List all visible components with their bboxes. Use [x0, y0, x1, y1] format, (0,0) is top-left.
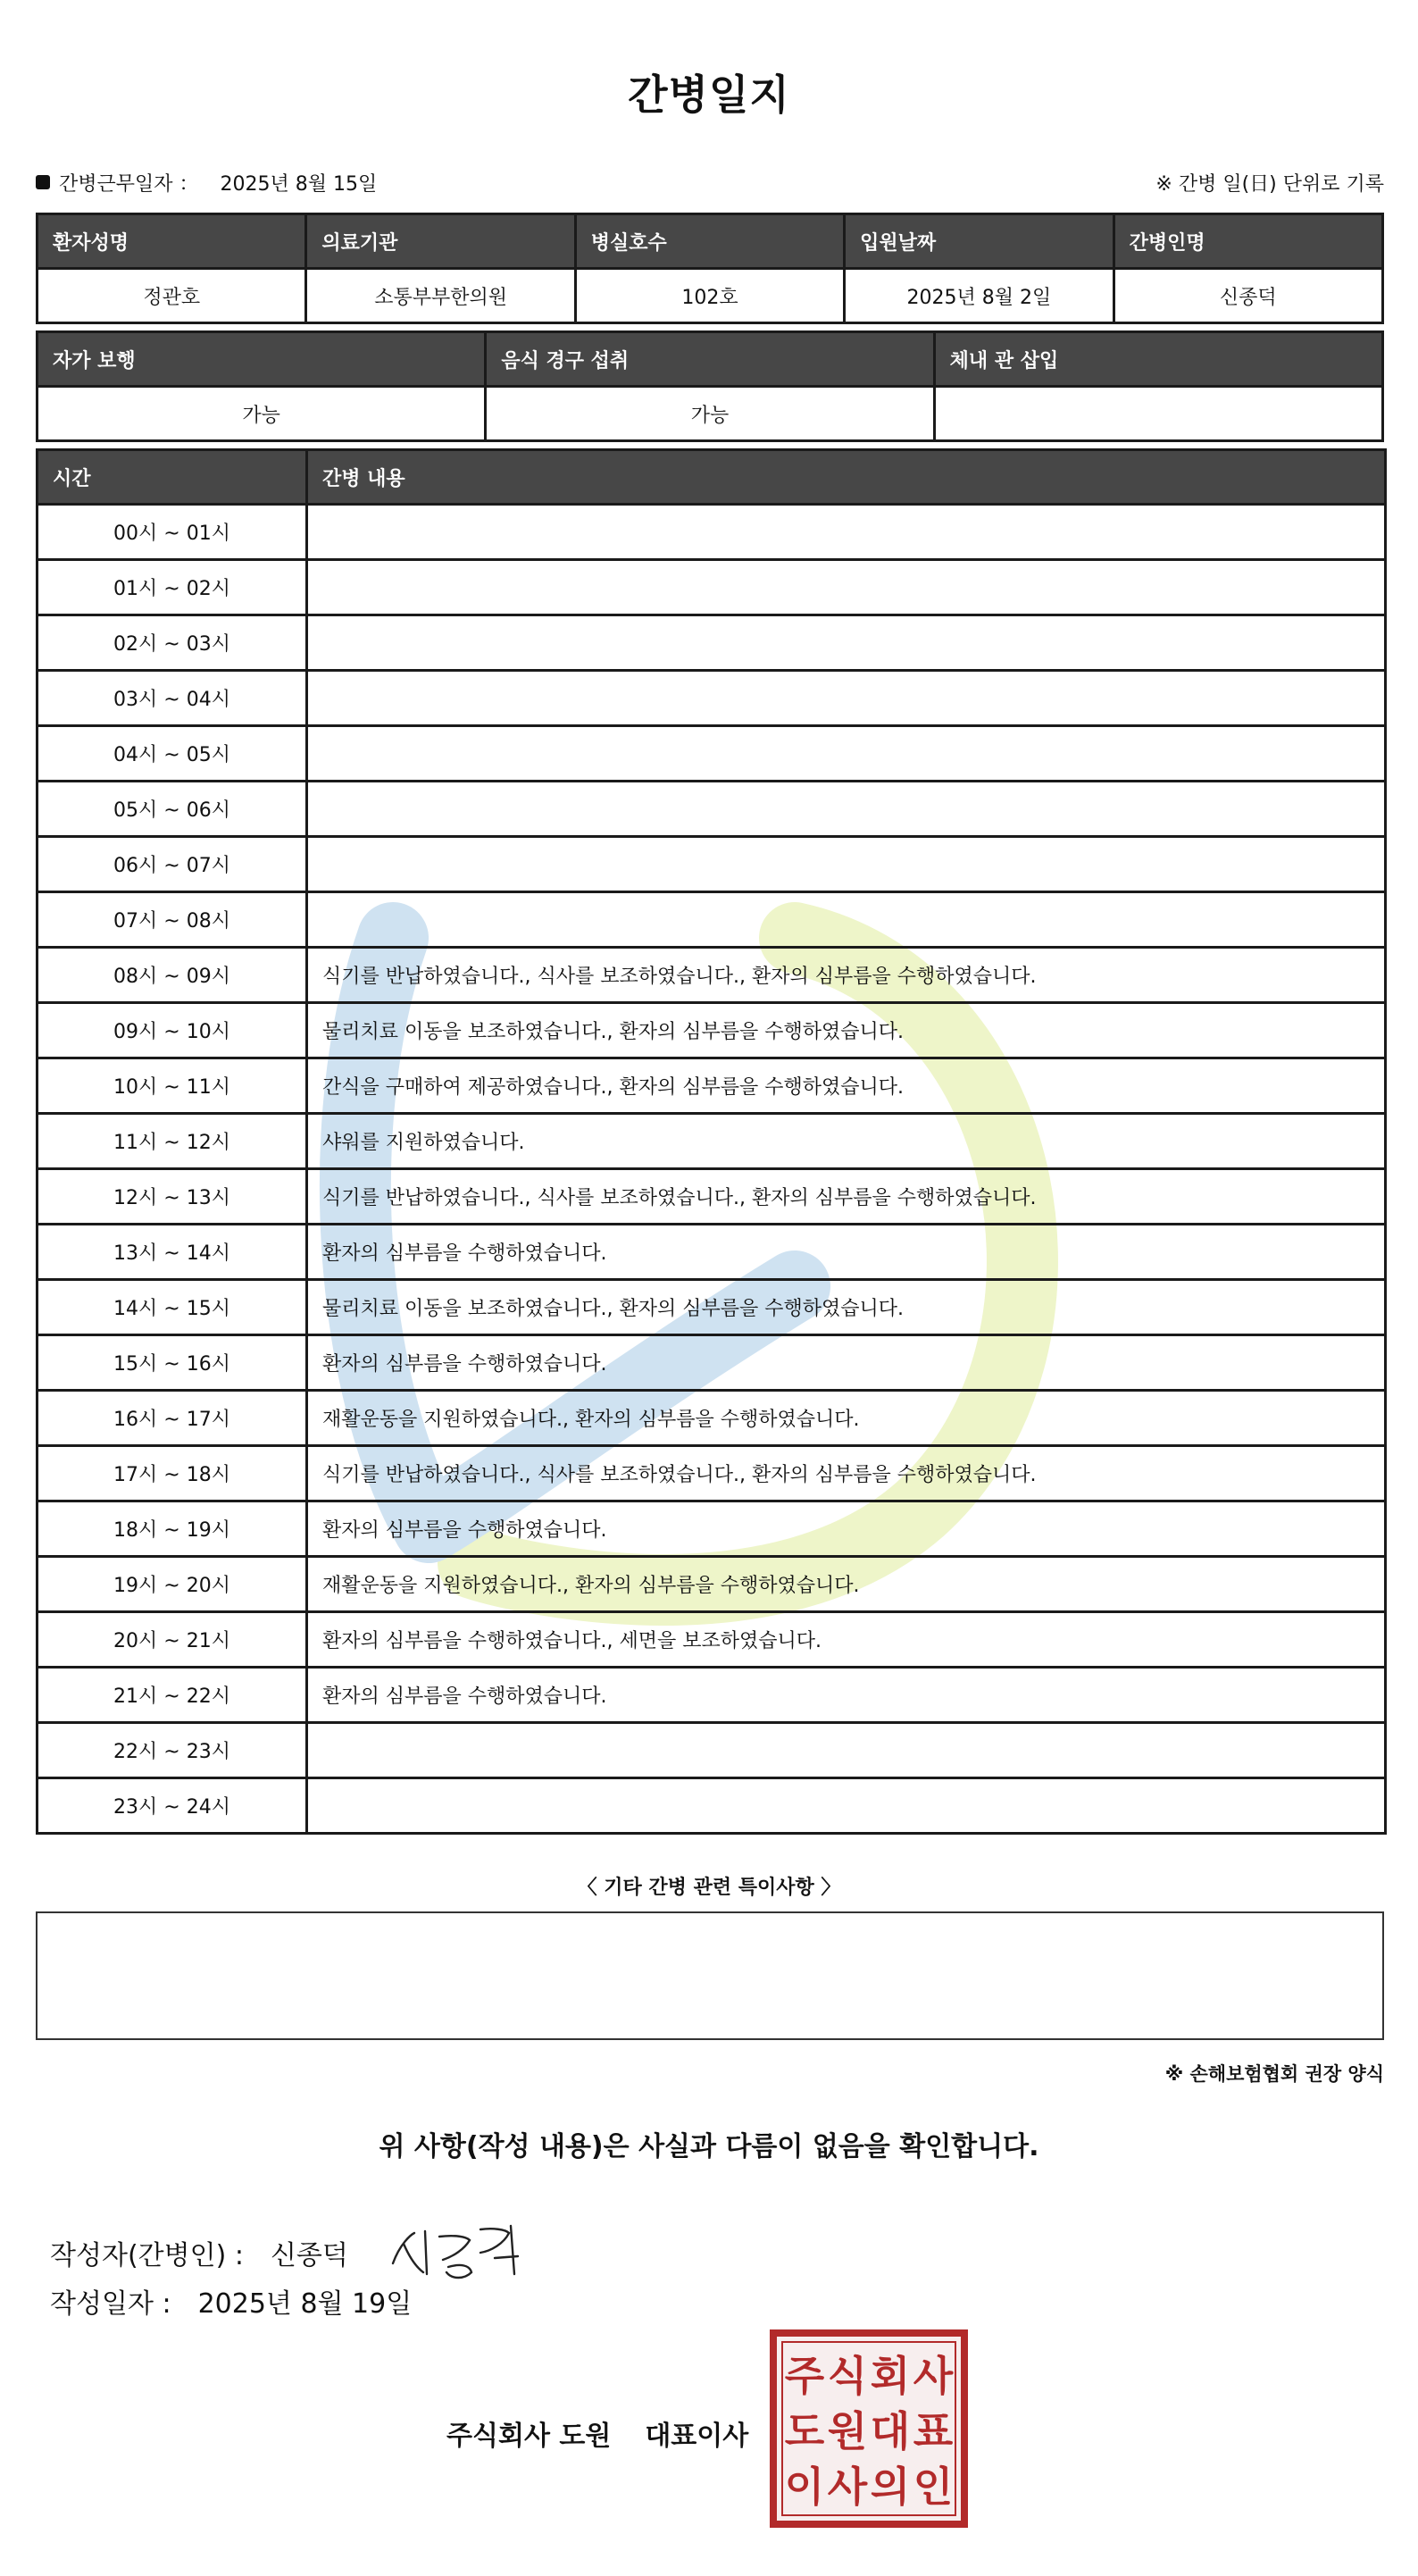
caregiver-name: 신종덕	[1114, 269, 1382, 323]
table-row	[38, 269, 1383, 323]
author-name: 신종덕	[270, 2240, 348, 2271]
seal-glyph: 표	[913, 2407, 954, 2455]
header-patient-name: 환자성명	[38, 214, 306, 269]
table-row	[38, 1058, 1386, 1114]
table-row	[38, 1501, 1386, 1557]
seal-glyph: 사	[913, 2352, 954, 2400]
care-content-cell	[307, 782, 1386, 837]
header-hospital: 의료기관	[306, 214, 575, 269]
care-content-cell	[307, 892, 1386, 948]
table-row	[38, 615, 1386, 671]
time-slot-cell: 21시 ~ 22시	[38, 1668, 307, 1723]
table-row	[38, 948, 1386, 1003]
time-slot-cell: 09시 ~ 10시	[38, 1003, 307, 1058]
table-row	[38, 837, 1386, 892]
confirmation-statement: 위 사항(작성 내용)은 사실과 다름이 없음을 확인합니다.	[379, 2131, 1039, 2162]
seal-glyph: 의	[870, 2463, 911, 2511]
room-number: 102호	[575, 269, 844, 323]
log-body	[38, 505, 1386, 1834]
time-slot-cell: 22시 ~ 23시	[38, 1723, 307, 1778]
table-row	[38, 387, 1383, 441]
table-row	[38, 726, 1386, 782]
care-content-cell: 식기를 반납하였습니다., 식사를 보조하였습니다., 환자의 심부름을 수행하였습니다.	[307, 948, 1386, 1003]
patient-info-table	[36, 213, 1384, 324]
table-row	[38, 1335, 1386, 1391]
care-content-cell: 환자의 심부름을 수행하였습니다.	[307, 1668, 1386, 1723]
patient-name: 정관호	[38, 269, 306, 323]
work-date	[36, 169, 377, 197]
time-slot-cell: 23시 ~ 24시	[38, 1778, 307, 1834]
table-row	[38, 1003, 1386, 1058]
care-content-cell: 샤워를 지원하였습니다.	[307, 1114, 1386, 1169]
seal-glyph: 대	[870, 2407, 911, 2455]
time-slot-cell: 03시 ~ 04시	[38, 671, 307, 726]
author-label: 작성자(간병인) :	[50, 2240, 244, 2271]
time-slot-cell: 14시 ~ 15시	[38, 1280, 307, 1335]
table-header-row	[38, 332, 1383, 387]
time-slot-cell: 02시 ~ 03시	[38, 615, 307, 671]
header-caregiver-name: 간병인명	[1114, 214, 1382, 269]
header-oral-intake: 음식 경구 섭취	[486, 332, 934, 387]
care-content-cell	[307, 726, 1386, 782]
header-tube-insertion: 체내 관 삽입	[934, 332, 1382, 387]
meta-row	[36, 166, 1384, 198]
care-content-cell	[307, 671, 1386, 726]
recommend-note: ※ 손해보험협회 권장 양식	[1164, 2063, 1384, 2085]
header-care-content: 간병 내용	[307, 450, 1386, 505]
time-slot-cell: 16시 ~ 17시	[38, 1391, 307, 1446]
care-content-cell: 물리치료 이동을 보조하였습니다., 환자의 심부름을 수행하였습니다.	[307, 1003, 1386, 1058]
table-row	[38, 1668, 1386, 1723]
table-row	[38, 1612, 1386, 1668]
table-row	[38, 1391, 1386, 1446]
table-row	[38, 1557, 1386, 1612]
self-walking-value: 가능	[38, 387, 486, 441]
care-content-cell	[307, 615, 1386, 671]
special-notes-box	[36, 1911, 1384, 2040]
record-note: ※ 간병 일(日) 단위로 기록	[1155, 172, 1384, 196]
care-content-cell: 재활운동을 지원하였습니다., 환자의 심부름을 수행하였습니다.	[307, 1557, 1386, 1612]
care-content-cell	[307, 560, 1386, 615]
header-self-walking: 자가 보행	[38, 332, 486, 387]
table-header-row	[38, 214, 1383, 269]
care-content-cell: 환자의 심부름을 수행하였습니다.	[307, 1225, 1386, 1280]
time-slot-cell: 15시 ~ 16시	[38, 1335, 307, 1391]
work-date-label: 간병근무일자 ：	[59, 172, 199, 196]
hourly-care-log-table	[36, 448, 1387, 1835]
seal-glyph: 회	[870, 2352, 911, 2400]
table-row	[38, 1446, 1386, 1501]
admission-date: 2025년 8월 2일	[845, 269, 1114, 323]
table-row	[38, 1225, 1386, 1280]
signature	[384, 2217, 527, 2288]
time-slot-cell: 00시 ~ 01시	[38, 505, 307, 560]
special-notes-title: 〈 기타 간병 관련 특이사항 〉	[577, 1877, 841, 1899]
written-date-row	[50, 2281, 412, 2321]
time-slot-cell: 11시 ~ 12시	[38, 1114, 307, 1169]
time-slot-cell: 17시 ~ 18시	[38, 1446, 307, 1501]
header-time: 시간	[38, 450, 307, 505]
time-slot-cell: 19시 ~ 20시	[38, 1557, 307, 1612]
written-date-value: 2025년 8월 19일	[197, 2288, 413, 2320]
patient-ability-table	[36, 330, 1384, 442]
time-slot-cell: 13시 ~ 14시	[38, 1225, 307, 1280]
time-slot-cell: 06시 ~ 07시	[38, 837, 307, 892]
care-content-cell	[307, 505, 1386, 560]
seal-glyph: 이	[784, 2463, 825, 2511]
time-slot-cell: 18시 ~ 19시	[38, 1501, 307, 1557]
seal-glyph: 주	[784, 2352, 825, 2400]
company-signoff	[446, 2413, 748, 2453]
care-content-cell: 물리치료 이동을 보조하였습니다., 환자의 심부름을 수행하였습니다.	[307, 1280, 1386, 1335]
oral-intake-value: 가능	[486, 387, 934, 441]
author-row	[50, 2217, 527, 2288]
care-content-cell: 식기를 반납하였습니다., 식사를 보조하였습니다., 환자의 심부름을 수행하였습니다.	[307, 1446, 1386, 1501]
time-slot-cell: 20시 ~ 21시	[38, 1612, 307, 1668]
header-room: 병실호수	[575, 214, 844, 269]
time-slot-cell: 04시 ~ 05시	[38, 726, 307, 782]
hospital-name: 소통부부한의원	[306, 269, 575, 323]
table-row	[38, 505, 1386, 560]
table-row	[38, 1280, 1386, 1335]
time-slot-cell: 05시 ~ 06시	[38, 782, 307, 837]
seal-glyph: 식	[827, 2352, 868, 2400]
time-slot-cell: 07시 ~ 08시	[38, 892, 307, 948]
table-row	[38, 1114, 1386, 1169]
table-row	[38, 1778, 1386, 1834]
care-content-cell: 식기를 반납하였습니다., 식사를 보조하였습니다., 환자의 심부름을 수행하였습니다.	[307, 1169, 1386, 1225]
care-content-cell: 재활운동을 지원하였습니다., 환자의 심부름을 수행하였습니다.	[307, 1391, 1386, 1446]
page-title: 간병일지	[628, 71, 790, 119]
care-content-cell	[307, 1723, 1386, 1778]
table-row	[38, 671, 1386, 726]
time-slot-cell: 08시 ~ 09시	[38, 948, 307, 1003]
written-date-label: 작성일자 :	[50, 2288, 171, 2320]
care-content-cell: 환자의 심부름을 수행하였습니다.	[307, 1335, 1386, 1391]
bullet-square-icon	[36, 175, 50, 189]
time-slot-cell: 10시 ~ 11시	[38, 1058, 307, 1114]
seal-glyph: 도	[784, 2407, 825, 2455]
header-admission-date: 입원날짜	[845, 214, 1114, 269]
seal-glyph: 사	[827, 2463, 868, 2511]
time-slot-cell: 12시 ~ 13시	[38, 1169, 307, 1225]
seal-glyph: 원	[827, 2407, 868, 2455]
tube-insertion-value	[934, 387, 1382, 441]
table-row	[38, 1723, 1386, 1778]
table-row	[38, 782, 1386, 837]
table-row	[38, 560, 1386, 615]
care-content-cell	[307, 1778, 1386, 1834]
care-content-cell	[307, 837, 1386, 892]
work-date-value: 2025년 8월 15일	[220, 172, 378, 196]
care-content-cell: 환자의 심부름을 수행하였습니다.	[307, 1501, 1386, 1557]
company-seal	[770, 2329, 968, 2528]
company-name: 주식회사 도원	[446, 2421, 612, 2452]
table-header-row	[38, 450, 1386, 505]
table-row	[38, 1169, 1386, 1225]
company-title: 대표이사	[645, 2421, 749, 2452]
time-slot-cell: 01시 ~ 02시	[38, 560, 307, 615]
care-content-cell: 환자의 심부름을 수행하였습니다., 세면을 보조하였습니다.	[307, 1612, 1386, 1668]
seal-glyph: 인	[913, 2463, 954, 2511]
table-row	[38, 892, 1386, 948]
care-content-cell: 간식을 구매하여 제공하였습니다., 환자의 심부름을 수행하였습니다.	[307, 1058, 1386, 1114]
